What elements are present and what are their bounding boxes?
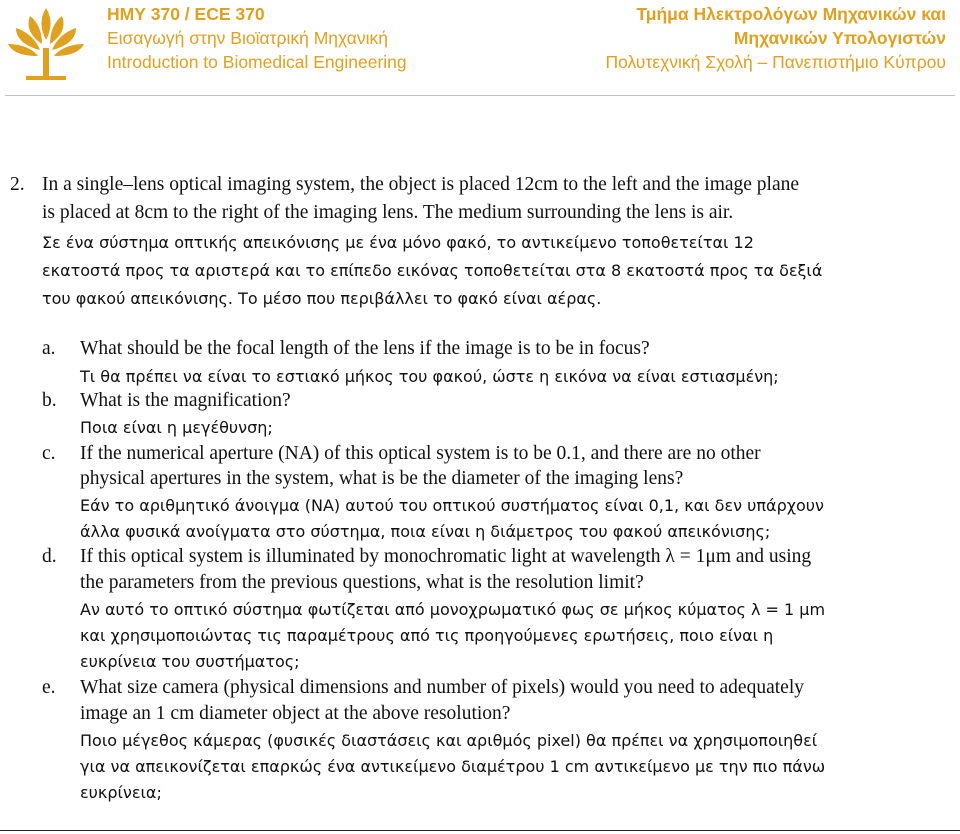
part-label: c.	[42, 443, 56, 464]
course-code: ΗΜΥ 370 / ECE 370	[107, 4, 265, 24]
part-question-gr: ευκρίνεια;	[80, 783, 162, 802]
part-question-gr: Ποιο μέγεθος κάμερας (φυσικές διαστάσεις και αριθμός pixel) θα πρέπει να χρησιμοποιηθεί	[80, 731, 818, 750]
part-label: d.	[42, 546, 57, 567]
part-question-gr: ευκρίνεια του συστήματος;	[80, 652, 300, 671]
course-title-english: Introduction to Biomedical Engineering	[107, 52, 407, 72]
intro-en-line: In a single–lens optical imaging system, the object is placed 12cm to the left and the image plane	[42, 174, 800, 195]
part-question-gr: Αν αυτό το οπτικό σύστημα φωτίζεται από μονοχρωματικό φως σε μήκος κύματος λ = 1 μm	[80, 600, 826, 619]
part-question-en: If the numerical aperture (NA) of this optical system is to be 0.1, and there are no other	[80, 443, 761, 464]
part-question-en: If this optical system is illuminated by monochromatic light at wavelength λ = 1μm and using	[80, 546, 812, 567]
part-label: e.	[42, 677, 56, 698]
part-question-gr: άλλα φυσικά ανοίγματα στο σύστημα, ποια είναι η διάμετρος του φακού απεικόνισης;	[80, 522, 771, 541]
department-line-1: Τμήμα Ηλεκτρολόγων Μηχανικών και	[636, 4, 946, 24]
part-question-gr: για να απεικονίζεται επαρκώς ένα αντικείμενο διαμέτρου 1 cm αντικείμενο με την πιο πάνω	[80, 757, 826, 776]
footer-divider	[0, 830, 960, 831]
intro-gr-line: Σε ένα σύστημα οπτικής απεικόνισης με ένα μόνο φακό, το αντικείμενο τοποθετείται 12	[42, 233, 754, 252]
part-label: a.	[42, 338, 56, 359]
part-label: b.	[42, 390, 57, 411]
school-university-line: Πολυτεχνική Σχολή – Πανεπιστήμιο Κύπρου	[605, 52, 946, 72]
intro-en-line: is placed at 8cm to the right of the imaging lens. The medium surrounding the lens is air.	[42, 202, 734, 223]
course-title-greek: Εισαγωγή στην Βιοϊατρική Μηχανική	[107, 28, 388, 48]
part-question-gr: Τι θα πρέπει να είναι το εστιακό μήκος του φακού, ώστε η εικόνα να είναι εστιασμένη;	[80, 367, 779, 386]
problem-number: 2.	[10, 174, 25, 195]
course-title-block	[107, 2, 407, 74]
department-line-2: Μηχανικών Υπολογιστών	[733, 28, 946, 48]
page-header	[0, 0, 960, 92]
part-question-en: physical apertures in the system, what is be the diameter of the imaging lens?	[80, 468, 684, 489]
university-tree-logo-icon	[4, 0, 88, 84]
intro-gr-line: εκατοστά προς τα αριστερά και το επίπεδο εικόνας τοποθετείται στα 8 εκατοστά προς τα δεξιά	[42, 261, 823, 280]
part-question-en: image an 1 cm diameter object at the above resolution?	[80, 703, 511, 724]
header-divider	[5, 95, 955, 96]
part-question-gr: Εάν το αριθμητικό άνοιγμα (NA) αυτού του οπτικού συστήματος είναι 0,1, και δεν υπάρχουν	[80, 496, 824, 515]
part-question-en: What size camera (physical dimensions and number of pixels) would you need to adequately	[80, 677, 804, 698]
part-question-en: What should be the focal length of the lens if the image is to be in focus?	[80, 338, 650, 359]
part-question-gr: Ποια είναι η μεγέθυνση;	[80, 418, 273, 437]
part-question-en: What is the magnification?	[80, 390, 291, 411]
part-question-gr: και χρησιμοποιώντας τις παραμέτρους από τις προηγούμενες ερωτήσεις, ποιο είναι η	[80, 626, 774, 645]
part-question-en: the parameters from the previous questions, what is the resolution limit?	[80, 572, 644, 593]
department-block	[605, 2, 946, 74]
intro-gr-line: του φακού απεικόνισης. Το μέσο που περιβάλλει το φακό είναι αέρας.	[42, 289, 602, 308]
